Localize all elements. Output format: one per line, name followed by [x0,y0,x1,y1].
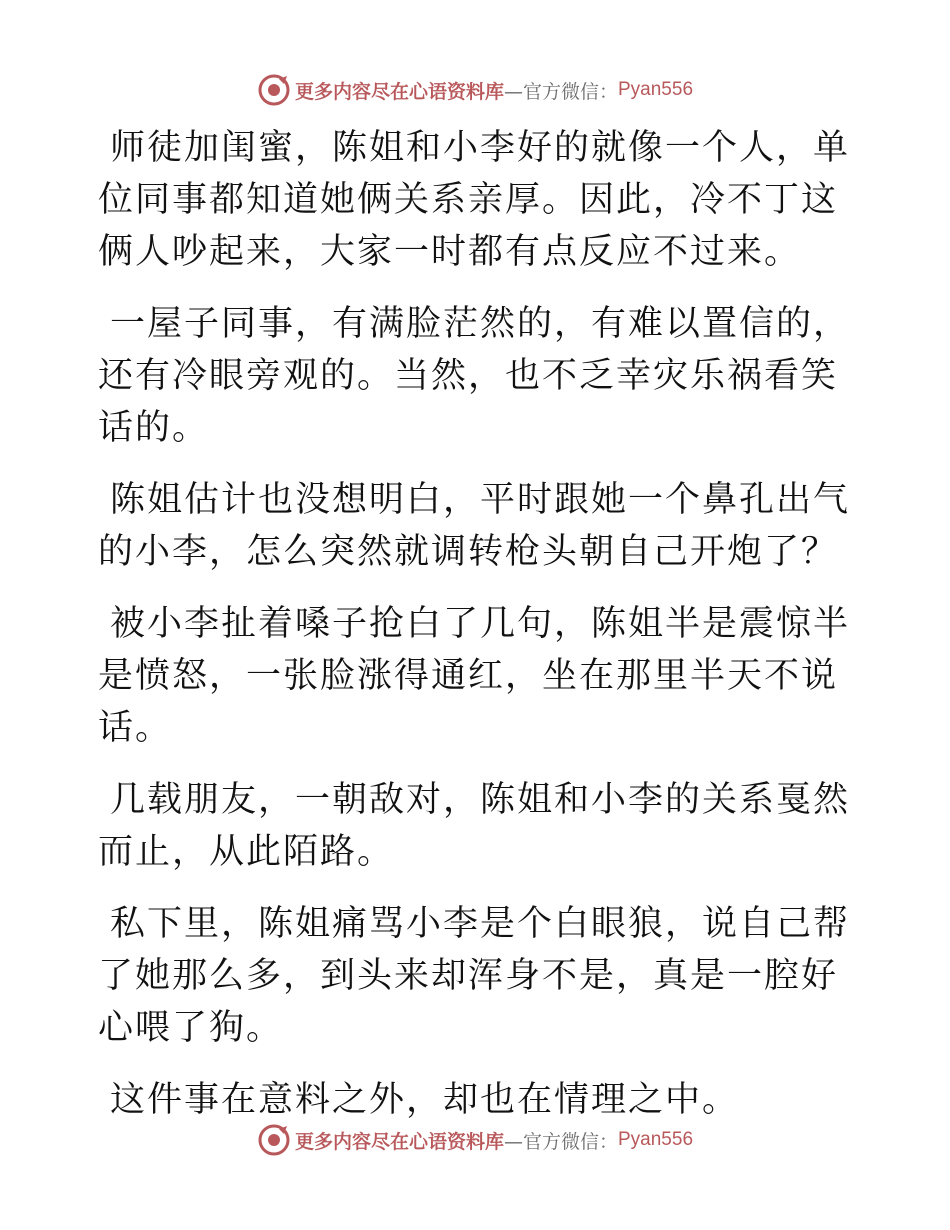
banner-separator: —官方微信： [503,80,618,103]
document-body [98,122,858,1146]
banner-separator: —官方微信： [503,1130,618,1153]
banner-title: 更多内容尽在心语资料库 [294,1130,504,1153]
banner-title: 更多内容尽在心语资料库 [294,80,504,103]
paragraph: 这件事在意料之外，却也在情理之中。 [110,1080,740,1120]
header-banner [0,70,950,110]
banner-wechat-id: Pyan556 [618,79,694,100]
paragraph: 私下里，陈姐痛骂小李是个白眼狼，说自己帮了她那么多，到头来却浑身不是，真是一腔好心喂了狗。 [98,904,851,1048]
paragraph: 师徒加闺蜜，陈姐和小李好的就像一个人，单位同事都知道她俩关系亲厚。因此，冷不丁这俩人吵起来，大家一时都有点反应不过来。 [98,128,851,272]
paragraph: 几载朋友，一朝敌对，陈姐和小李的关系戛然而止，从此陌路。 [98,780,851,872]
footer-banner [0,1120,950,1160]
paragraph: 被小李扯着嗓子抢白了几句，陈姐半是震惊半是愤怒，一张脸涨得通红，坐在那里半天不说话。 [98,604,851,748]
paragraph: 陈姐估计也没想明白，平时跟她一个鼻孔出气的小李，怎么突然就调转枪头朝自己开炮了？ [98,480,851,572]
paragraph: 一屋子同事，有满脸茫然的，有难以置信的，还有冷眼旁观的。当然，也不乏幸灾乐祸看笑话的。 [98,304,851,448]
logo-circle-icon [257,73,291,107]
logo-circle-icon [257,1123,291,1157]
banner-wechat-id: Pyan556 [618,1129,694,1150]
